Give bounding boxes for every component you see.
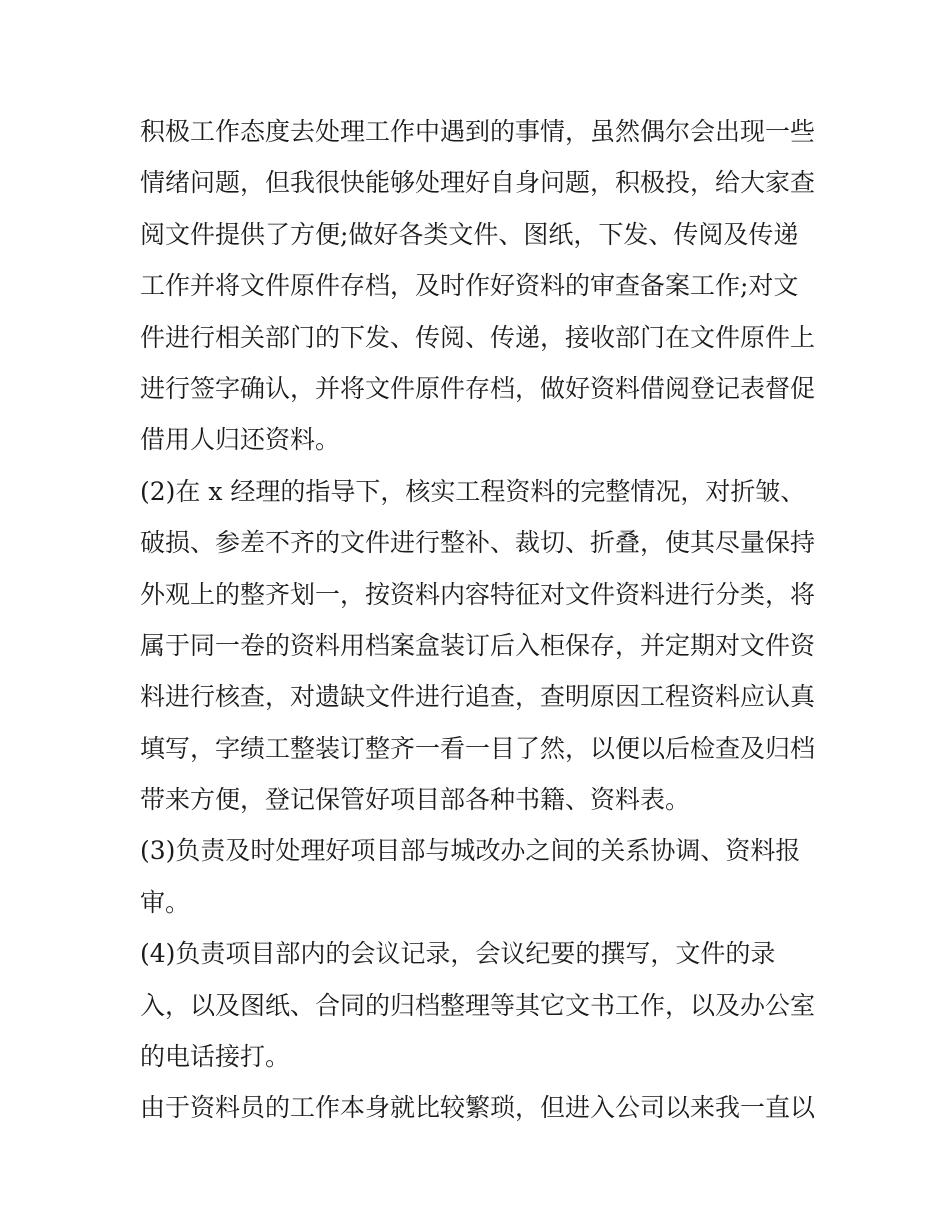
text-line-20: 由于资料员的工作本身就比较繁琐，但进入公司以来我一直以 <box>140 1093 816 1123</box>
text-line-11: 属于同一卷的资料用档案盒装订后入柜保存，并定期对文件资 <box>140 630 816 660</box>
text-line-8: (2)在 x 经理的指导下，核实工程资料的完整情况，对折皱、 <box>140 476 806 506</box>
text-line-4: 工作并将文件原件存档，及时作好资料的审查备案工作;对文 <box>140 271 799 301</box>
text-line-10: 外观上的整齐划一，按资料内容特征对文件资料进行分类，将 <box>140 579 816 609</box>
text-line-17: (4)负责项目部内的会议记录，会议纪要的撰写，文件的录 <box>140 939 776 969</box>
text-line-7: 借用人归还资料。 <box>140 425 341 455</box>
text-line-5: 件进行相关部门的下发、传阅、传递，接收部门在文件原件上 <box>140 322 816 352</box>
text-line-18: 入，以及图纸、合同的归档整理等其它文书工作，以及办公室 <box>140 990 816 1020</box>
text-line-12: 料进行核查，对遗缺文件进行追查，查明原因工程资料应认真 <box>140 682 816 712</box>
body-text <box>140 106 820 1134</box>
text-line-6: 进行签字确认，并将文件原件存档，做好资料借阅登记表督促 <box>140 373 816 403</box>
text-line-3: 阅文件提供了方便;做好各类文件、图纸，下发、传阅及传递 <box>140 219 799 249</box>
text-line-2: 情绪问题，但我很快能够处理好自身问题，积极投，给大家查 <box>140 168 816 198</box>
text-line-16: 审。 <box>140 887 191 917</box>
text-line-14: 带来方便，登记保管好项目部各种书籍、资料表。 <box>140 785 691 815</box>
text-line-15: (3)负责及时处理好项目部与城改办之间的关系协调、资料报 <box>140 836 801 866</box>
text-line-1: 积极工作态度去处理工作中遇到的事情，虽然偶尔会出现一些 <box>140 117 816 146</box>
text-line-19: 的电话接打。 <box>140 1042 291 1072</box>
text-line-9: 破损、参差不齐的文件进行整补、裁切、折叠，使其尽量保持 <box>140 528 816 558</box>
text-line-13: 填写，字绩工整装订整齐一看一目了然，以便以后检查及归档 <box>140 733 816 763</box>
